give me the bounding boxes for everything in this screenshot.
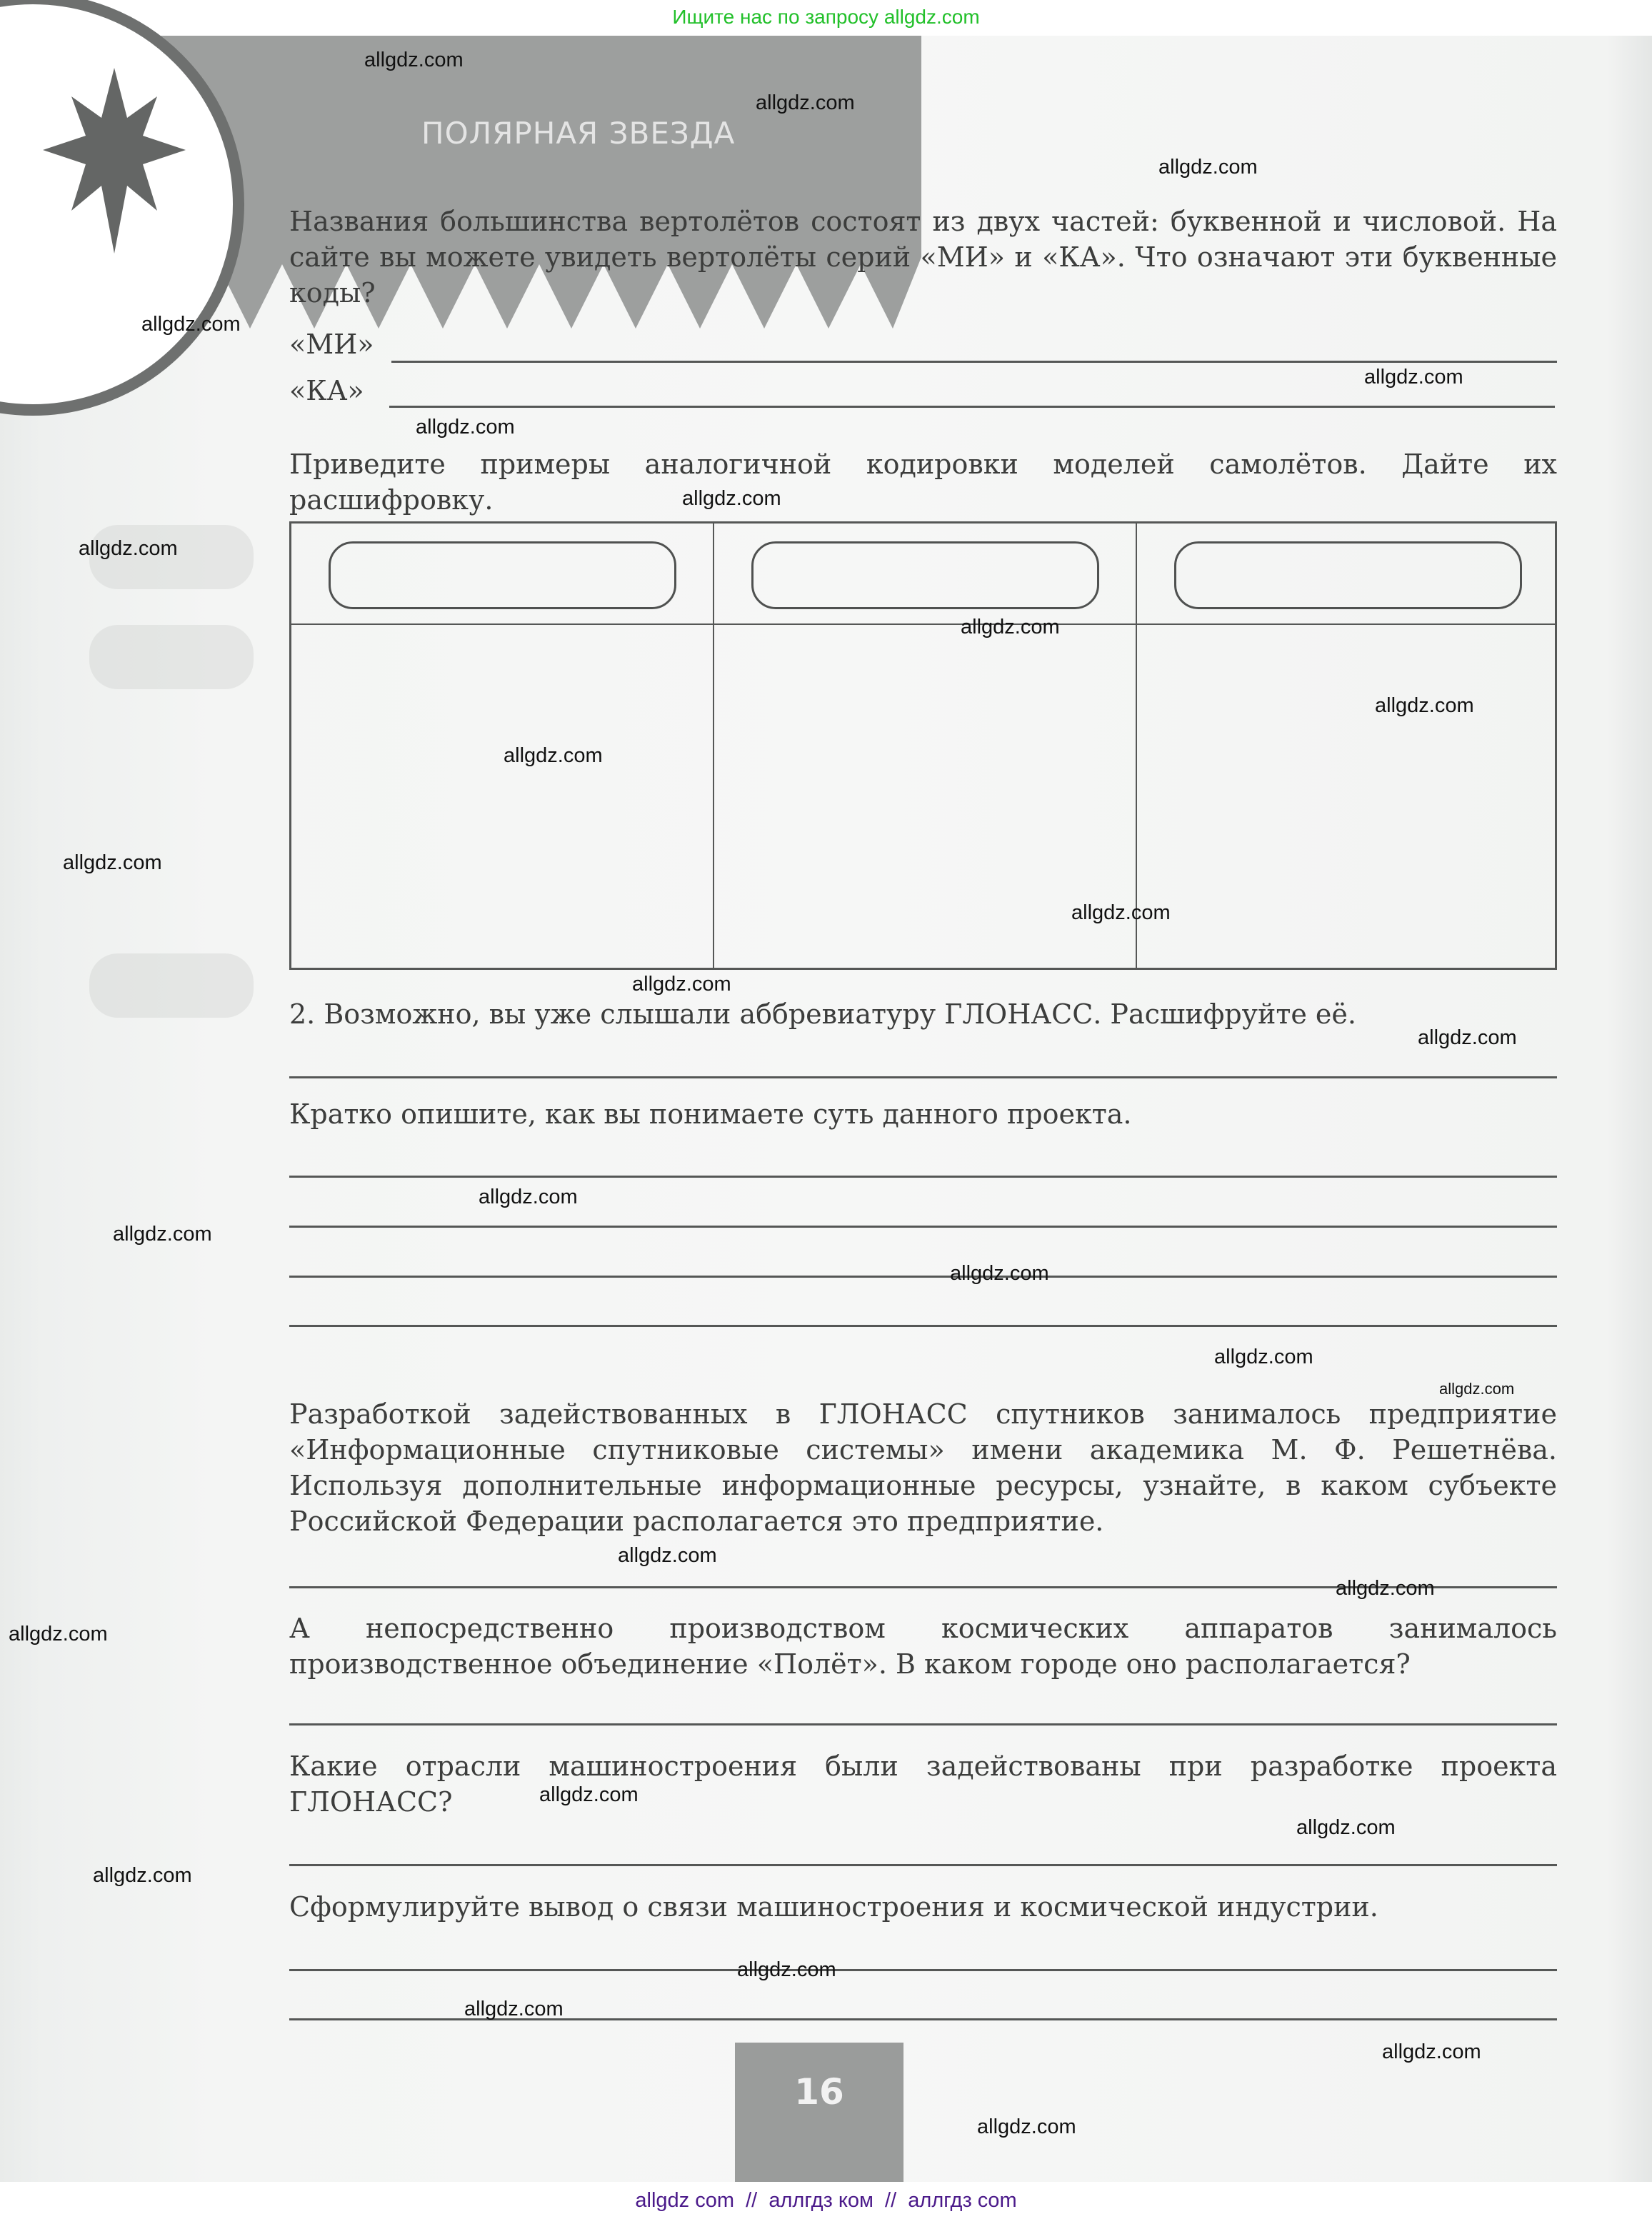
page-number: 16 [794, 2071, 844, 2113]
watermark: allgdz.com [950, 1262, 1049, 1285]
answer-line[interactable] [289, 1076, 1557, 1078]
ghost-badge [89, 953, 254, 1018]
decoding-cell-1[interactable] [299, 631, 706, 959]
header-title: ПОЛЯРНАЯ ЗВЕЗДА [421, 116, 736, 151]
watermark: allgdz.com [1364, 366, 1463, 389]
watermark: allgdz.com [504, 744, 603, 767]
watermark: allgdz.com [682, 487, 781, 510]
answer-line[interactable] [289, 1969, 1557, 1971]
decoding-cell-3[interactable] [1144, 631, 1551, 959]
decoding-cell-2[interactable] [721, 631, 1128, 959]
watermark: allgdz.com [1418, 1026, 1517, 1049]
watermark: allgdz.com [1439, 1380, 1515, 1398]
examples-prompt: Приведите примеры аналогичной кодировки моделей самолётов. Дайте их расшифровку. [289, 449, 1557, 516]
watermark: allgdz.com [464, 1998, 564, 2020]
watermark: allgdz.com [79, 537, 178, 560]
watermark: allgdz.com [1375, 694, 1474, 717]
code-field-3[interactable] [1174, 541, 1522, 609]
watermark: allgdz.com [1382, 2040, 1481, 2063]
answer-label-mi: «МИ» [289, 329, 374, 360]
bottom-banner-text: allgdz com // аллгдз ком // аллгдз com [635, 2189, 1017, 2212]
watermark: allgdz.com [479, 1186, 578, 1208]
answer-line-ka[interactable] [389, 406, 1555, 408]
table-column-divider [713, 524, 714, 968]
table-row-divider [291, 623, 1555, 625]
describe-prompt: Кратко опишите, как вы понимаете суть данного проекта. [289, 1098, 1132, 1130]
watermark: allgdz.com [756, 91, 855, 114]
watermark: allgdz.com [1158, 156, 1258, 179]
watermark: allgdz.com [737, 1958, 836, 1981]
section-number: 2. [289, 998, 316, 1030]
watermark: allgdz.com [539, 1783, 639, 1806]
examples-table [289, 521, 1557, 970]
watermark: allgdz.com [632, 973, 731, 996]
watermark: allgdz.com [9, 1623, 108, 1646]
helicopter-question: Названия большинства вертолётов состоят из двух частей: буквенной и числовой. На сайте вы можете увидеть вертолёты серий «МИ» и «КА». Что означают эти буквенные коды? [289, 206, 1557, 309]
watermark: allgdz.com [961, 616, 1060, 638]
answer-label-ka: «КА» [289, 375, 364, 406]
enterprise-prompt: Разработкой задействованных в ГЛОНАСС спутников занималось предприятие «Информационные спутниковые системы» имени академика М. Ф. Решетнёва. Используя дополнительные информационные ресурсы, узнайте, в каком субъекте Российской Федерации располагается это предприятие. [289, 1398, 1557, 1537]
glonass-question [289, 996, 1557, 1032]
watermark: allgdz.com [1296, 1816, 1396, 1839]
answer-line-mi[interactable] [391, 361, 1557, 363]
star-icon [43, 68, 186, 254]
bottom-banner [0, 2182, 1652, 2219]
answer-line[interactable] [289, 1864, 1557, 1866]
branches-prompt: Какие отрасли машиностроения были задействованы при разработке проекта ГЛОНАСС? [289, 1750, 1557, 1818]
page-number-tab [735, 2043, 903, 2182]
watermark: allgdz.com [364, 49, 464, 71]
watermark: allgdz.com [977, 2115, 1076, 2138]
answer-line[interactable] [289, 1276, 1557, 1278]
watermark: allgdz.com [113, 1223, 212, 1246]
watermark: allgdz.com [63, 851, 162, 874]
glonass-question-text: Возможно, вы уже слышали аббревиатуру ГЛОНАСС. Расшифруйте её. [324, 998, 1356, 1030]
watermark: allgdz.com [416, 416, 515, 439]
watermark: allgdz.com [1214, 1346, 1313, 1368]
watermark: allgdz.com [1071, 901, 1171, 924]
answer-line[interactable] [289, 1226, 1557, 1228]
answer-line[interactable] [289, 1176, 1557, 1178]
code-field-2[interactable] [751, 541, 1099, 609]
top-banner [0, 0, 1652, 36]
city-prompt: А непосредственно производством космических аппаратов занималось производственное объединение «Полёт». В каком городе оно располагается? [289, 1613, 1557, 1680]
watermark: allgdz.com [618, 1544, 717, 1567]
top-banner-text: Ищите нас по запросу allgdz.com [672, 6, 980, 28]
ghost-badge [89, 625, 254, 689]
answer-line[interactable] [289, 1325, 1557, 1327]
code-field-1[interactable] [329, 541, 676, 609]
watermark: allgdz.com [141, 313, 241, 336]
answer-line[interactable] [289, 1723, 1557, 1725]
watermark: allgdz.com [1336, 1577, 1435, 1600]
conclusion-prompt: Сформулируйте вывод о связи машиностроения и космической индустрии. [289, 1891, 1378, 1923]
watermark: allgdz.com [93, 1864, 192, 1887]
